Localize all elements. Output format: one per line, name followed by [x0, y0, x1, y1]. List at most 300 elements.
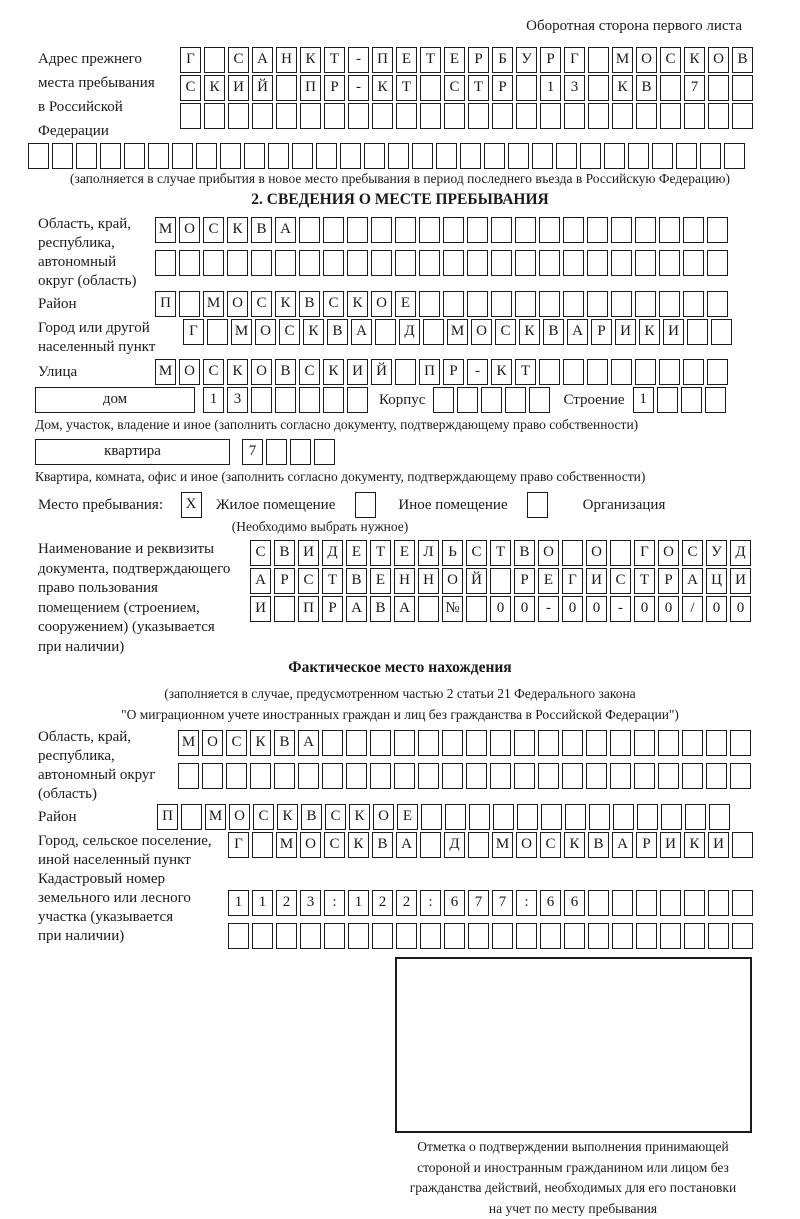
char-box: И	[660, 832, 681, 858]
char-box	[563, 291, 584, 317]
char-box: А	[612, 832, 633, 858]
char-box	[421, 804, 442, 830]
char-box: 0	[658, 596, 679, 622]
char-box: М	[178, 730, 199, 756]
char-box: Н	[394, 568, 415, 594]
korpus-cells	[433, 387, 553, 415]
char-box: Р	[514, 568, 535, 594]
char-box	[420, 75, 441, 101]
char-box	[538, 763, 559, 789]
char-box	[730, 730, 751, 756]
label-line: право пользования	[38, 579, 250, 599]
label-line: Область, край,	[38, 728, 178, 747]
char-box: 0	[562, 596, 583, 622]
char-box	[179, 250, 200, 276]
char-box: О	[255, 319, 276, 345]
char-box: С	[682, 540, 703, 566]
char-box	[299, 387, 320, 413]
char-box	[684, 923, 705, 949]
stay-type-option-label: Жилое помещение	[216, 492, 335, 518]
actual-location-note-2: "О миграционном учете иностранных граждан и лиц без гражданства в Российской Федерации")	[0, 704, 800, 725]
stroenie-label: Строение	[563, 387, 624, 413]
char-box	[705, 387, 726, 413]
char-box	[148, 143, 169, 169]
char-box: Н	[418, 568, 439, 594]
char-box	[52, 143, 73, 169]
char-box	[420, 103, 441, 129]
char-box	[562, 730, 583, 756]
char-row	[250, 568, 754, 596]
char-row	[228, 890, 756, 923]
char-box: Р	[468, 47, 489, 73]
char-box	[683, 250, 704, 276]
char-box: А	[346, 596, 367, 622]
char-box: П	[155, 291, 176, 317]
char-box	[604, 143, 625, 169]
district-label: Район	[0, 291, 155, 317]
char-box	[375, 319, 396, 345]
char-box: Т	[420, 47, 441, 73]
char-box: И	[663, 319, 684, 345]
label-line: документа, подтверждающего	[38, 560, 250, 580]
char-box	[660, 75, 681, 101]
apartment-number-cells	[242, 439, 338, 467]
char-box	[660, 890, 681, 916]
char-box: К	[300, 47, 321, 73]
char-box: Д	[399, 319, 420, 345]
char-box: Й	[466, 568, 487, 594]
char-box: 1	[348, 890, 369, 916]
char-box	[204, 103, 225, 129]
char-box	[563, 359, 584, 385]
char-box: В	[275, 359, 296, 385]
char-box: В	[251, 217, 272, 243]
char-box	[682, 730, 703, 756]
stay-type-option-label: Организация	[583, 492, 666, 518]
char-box	[676, 143, 697, 169]
char-box: 7	[242, 439, 263, 465]
house-caption: Дом, участок, владение и иное (заполнить согласно документу, подтверждающему право собственности)	[35, 417, 800, 436]
char-box	[196, 143, 217, 169]
char-box	[532, 143, 553, 169]
char-box	[124, 143, 145, 169]
char-box: Т	[322, 568, 343, 594]
char-box: Р	[324, 75, 345, 101]
char-box	[299, 250, 320, 276]
char-row	[180, 103, 756, 131]
char-box: С	[180, 75, 201, 101]
label-line: земельного или лесного	[38, 889, 228, 908]
char-box	[396, 923, 417, 949]
char-box	[300, 103, 321, 129]
char-box	[635, 250, 656, 276]
char-box	[347, 250, 368, 276]
char-box: П	[300, 75, 321, 101]
char-box: А	[396, 832, 417, 858]
char-row	[250, 540, 754, 568]
char-box: В	[299, 291, 320, 317]
char-box: Д	[444, 832, 465, 858]
char-box	[700, 143, 721, 169]
char-box	[659, 291, 680, 317]
char-box: С	[660, 47, 681, 73]
char-box	[484, 143, 505, 169]
char-box: А	[351, 319, 372, 345]
char-box	[539, 250, 560, 276]
char-box: С	[540, 832, 561, 858]
char-box: Е	[397, 804, 418, 830]
char-box: В	[732, 47, 753, 73]
char-box: С	[203, 217, 224, 243]
char-box	[274, 596, 295, 622]
label-line: (область)	[38, 785, 178, 804]
char-box: Е	[395, 291, 416, 317]
char-box: К	[227, 217, 248, 243]
char-box: О	[373, 804, 394, 830]
region-block	[0, 215, 800, 291]
actual-region-block	[0, 728, 800, 804]
char-box	[300, 923, 321, 949]
char-box: К	[303, 319, 324, 345]
char-box	[611, 291, 632, 317]
char-box: Г	[562, 568, 583, 594]
apartment-caption: Квартира, комната, офис и иное (заполнить согласно документу, подтверждающему право собственности)	[35, 469, 800, 488]
char-box	[707, 250, 728, 276]
char-box: П	[419, 359, 440, 385]
char-box	[299, 217, 320, 243]
label-line: при наличии)	[38, 638, 250, 658]
char-box	[466, 730, 487, 756]
char-box	[613, 804, 634, 830]
char-box	[588, 75, 609, 101]
char-box: А	[682, 568, 703, 594]
char-box	[323, 387, 344, 413]
char-box	[490, 730, 511, 756]
char-box	[588, 923, 609, 949]
char-box: С	[251, 291, 272, 317]
char-box	[732, 890, 753, 916]
char-box: Р	[492, 75, 513, 101]
char-box	[252, 832, 273, 858]
char-box: 6	[540, 890, 561, 916]
char-box	[660, 103, 681, 129]
char-box: 0	[634, 596, 655, 622]
char-box	[412, 143, 433, 169]
char-box	[588, 47, 609, 73]
char-box: Е	[444, 47, 465, 73]
char-box: Ц	[706, 568, 727, 594]
char-box: К	[639, 319, 660, 345]
char-box: К	[564, 832, 585, 858]
char-box: И	[586, 568, 607, 594]
char-box: И	[228, 75, 249, 101]
char-box	[610, 730, 631, 756]
char-box	[423, 319, 444, 345]
char-box	[228, 103, 249, 129]
char-row	[157, 804, 733, 832]
char-box	[372, 923, 393, 949]
char-box: С	[226, 730, 247, 756]
char-row	[183, 319, 735, 347]
char-box	[540, 103, 561, 129]
char-box: С	[279, 319, 300, 345]
char-box	[468, 923, 489, 949]
char-box: О	[586, 540, 607, 566]
char-box: О	[636, 47, 657, 73]
label-line: иной населенный пункт	[38, 851, 228, 870]
char-box	[611, 359, 632, 385]
char-box	[346, 763, 367, 789]
char-box	[491, 217, 512, 243]
char-box	[611, 250, 632, 276]
char-box	[658, 730, 679, 756]
char-box	[395, 217, 416, 243]
char-box	[244, 143, 265, 169]
char-box	[388, 143, 409, 169]
char-box: 1	[203, 387, 224, 413]
char-row	[228, 923, 756, 951]
char-box: У	[516, 47, 537, 73]
char-box	[370, 763, 391, 789]
char-box: 0	[514, 596, 535, 622]
label-line: округ (область)	[38, 272, 155, 291]
char-box	[562, 763, 583, 789]
char-box: С	[466, 540, 487, 566]
char-box	[481, 387, 502, 413]
char-box	[539, 217, 560, 243]
char-box	[708, 890, 729, 916]
char-box: О	[179, 359, 200, 385]
char-box: 1	[252, 890, 273, 916]
char-box: В	[588, 832, 609, 858]
char-box	[207, 319, 228, 345]
char-box: Р	[658, 568, 679, 594]
actual-location-note-1: (заполняется в случае, предусмотренном частью 2 статьи 21 Федерального закона	[0, 683, 800, 704]
char-box: Е	[396, 47, 417, 73]
char-row	[155, 250, 731, 278]
label-line: республика,	[38, 747, 178, 766]
char-box: Р	[591, 319, 612, 345]
char-box	[371, 217, 392, 243]
stamp-caption	[378, 1137, 768, 1219]
char-box	[324, 923, 345, 949]
stroenie-cells	[633, 387, 729, 415]
char-box	[316, 143, 337, 169]
page-side-note: Оборотная сторона первого листа	[0, 18, 800, 35]
char-box	[202, 763, 223, 789]
prev-address-label	[0, 47, 180, 143]
char-box	[468, 103, 489, 129]
stay-type-option-label: Иное помещение	[398, 492, 507, 518]
char-box: Г	[634, 540, 655, 566]
char-box	[346, 730, 367, 756]
char-box: Т	[468, 75, 489, 101]
char-box: О	[371, 291, 392, 317]
char-box	[370, 730, 391, 756]
char-box	[636, 923, 657, 949]
prev-address-block	[0, 47, 800, 143]
char-box	[682, 763, 703, 789]
char-box	[707, 217, 728, 243]
confirmation-stamp-box	[395, 957, 752, 1133]
char-box: А	[250, 568, 271, 594]
actual-region-label	[0, 728, 178, 804]
char-box: К	[227, 359, 248, 385]
document-block	[0, 540, 800, 657]
char-box	[652, 143, 673, 169]
char-box	[634, 763, 655, 789]
char-box: :	[420, 890, 441, 916]
char-box	[460, 143, 481, 169]
char-box: 3	[227, 387, 248, 413]
cadastral-block	[0, 870, 800, 951]
label-line: Город, сельское поселение,	[38, 832, 228, 851]
char-box: К	[275, 291, 296, 317]
char-box	[443, 217, 464, 243]
char-box	[612, 103, 633, 129]
char-box	[683, 217, 704, 243]
char-box: -	[348, 47, 369, 73]
char-box: Б	[492, 47, 513, 73]
char-box	[180, 103, 201, 129]
char-box	[340, 143, 361, 169]
char-box: И	[347, 359, 368, 385]
char-box: М	[155, 359, 176, 385]
house-type-box: дом	[35, 387, 195, 413]
char-box	[372, 103, 393, 129]
label-line: автономный	[38, 253, 155, 272]
char-box	[580, 143, 601, 169]
char-box: В	[274, 730, 295, 756]
char-row-full-width	[28, 143, 800, 171]
char-box	[587, 291, 608, 317]
char-box: Р	[322, 596, 343, 622]
char-box: В	[327, 319, 348, 345]
char-box	[681, 387, 702, 413]
char-box	[563, 217, 584, 243]
prev-address-cells	[180, 47, 756, 131]
char-box	[492, 923, 513, 949]
char-box: М	[231, 319, 252, 345]
char-box	[732, 103, 753, 129]
char-box	[469, 804, 490, 830]
char-box: О	[658, 540, 679, 566]
char-box	[508, 143, 529, 169]
char-box: К	[348, 832, 369, 858]
char-box	[28, 143, 49, 169]
char-box	[514, 763, 535, 789]
stay-type-note: (Необходимо выбрать нужное)	[170, 519, 470, 538]
char-box	[172, 143, 193, 169]
char-box	[493, 804, 514, 830]
char-box: Й	[252, 75, 273, 101]
char-box: В	[636, 75, 657, 101]
char-box	[394, 730, 415, 756]
char-box	[732, 832, 753, 858]
char-box: В	[346, 568, 367, 594]
char-box	[323, 250, 344, 276]
char-box: И	[730, 568, 751, 594]
char-box: 1	[633, 387, 654, 413]
house-number-cells	[203, 387, 371, 415]
char-box: В	[543, 319, 564, 345]
char-box: К	[347, 291, 368, 317]
char-box: 2	[396, 890, 417, 916]
char-box: Т	[515, 359, 536, 385]
apartment-row	[35, 439, 800, 467]
char-box	[683, 359, 704, 385]
char-box	[251, 250, 272, 276]
char-box	[444, 103, 465, 129]
actual-location-title: Фактическое место нахождения	[0, 659, 800, 683]
char-box	[467, 217, 488, 243]
char-box	[588, 890, 609, 916]
char-row	[180, 47, 756, 75]
label-line: помещением (строением,	[38, 599, 250, 619]
char-box	[587, 217, 608, 243]
char-box	[684, 890, 705, 916]
char-box	[227, 250, 248, 276]
char-box	[324, 103, 345, 129]
char-box	[491, 250, 512, 276]
char-box	[467, 250, 488, 276]
char-box	[323, 217, 344, 243]
char-box	[707, 359, 728, 385]
char-box: 1	[540, 75, 561, 101]
char-box	[418, 763, 439, 789]
char-box	[515, 250, 536, 276]
char-row	[180, 75, 756, 103]
char-box: Н	[276, 47, 297, 73]
char-box	[635, 217, 656, 243]
char-box: К	[277, 804, 298, 830]
char-box	[228, 923, 249, 949]
korpus-label: Корпус	[379, 387, 425, 413]
char-box	[250, 763, 271, 789]
char-box: :	[324, 890, 345, 916]
char-row	[155, 217, 731, 250]
char-box	[707, 291, 728, 317]
char-box	[467, 291, 488, 317]
char-box	[420, 923, 441, 949]
char-box	[274, 763, 295, 789]
label-line: Область, край,	[38, 215, 155, 234]
char-box	[732, 923, 753, 949]
char-box: Т	[490, 540, 511, 566]
char-box	[418, 730, 439, 756]
char-box	[565, 804, 586, 830]
char-box: Р	[443, 359, 464, 385]
char-box	[251, 387, 272, 413]
char-box	[204, 47, 225, 73]
char-box: С	[323, 291, 344, 317]
char-box: 3	[300, 890, 321, 916]
char-box	[419, 217, 440, 243]
label-line: Наименование и реквизиты	[38, 540, 250, 560]
char-box: М	[203, 291, 224, 317]
stamp-caption-line: на учет по месту пребывания	[378, 1199, 768, 1219]
char-box: 0	[490, 596, 511, 622]
char-box	[76, 143, 97, 169]
char-box	[266, 439, 287, 465]
char-box: К	[323, 359, 344, 385]
char-box: В	[514, 540, 535, 566]
char-box: И	[708, 832, 729, 858]
section2-title: 2. СВЕДЕНИЯ О МЕСТЕ ПРЕБЫВАНИЯ	[0, 191, 800, 215]
char-box: О	[202, 730, 223, 756]
stay-type-checkbox-other	[355, 492, 376, 518]
char-box	[564, 923, 585, 949]
